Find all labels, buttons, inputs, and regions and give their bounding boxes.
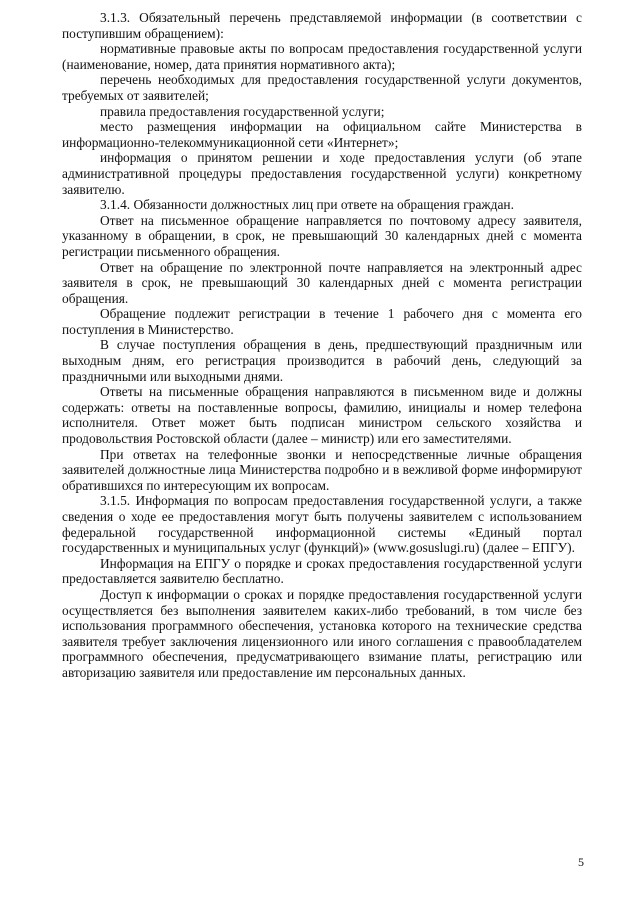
paragraph: правила предоставления государственной услуги; [100,103,385,119]
paragraph: 3.1.5. Информация по вопросам предоставления государственной услуги, а также сведения о ходе ее предоставления могут быть получены заявителем с использованием федеральной государственной информационной системы «Единый портал государственных и муниципальных услуг (функций)» (www.gosuslugi.ru) (далее – ЕПГУ). [62,493,582,556]
paragraph: Доступ к информации о сроках и порядке предоставления государственной услуги осуществляется без выполнения заявителем каких-либо требований, в том числе без использования программного обеспечения, установка которого на технические средства заявителя требует заключения лицензионного или иного соглашения с правообладателем программного обеспечения, предусматривающего взимание платы, регистрацию или авторизацию заявителя или предоставление им персональных данных. [62,586,582,680]
paragraph: нормативные правовые акты по вопросам предоставления государственной услуги (наименование, номер, дата принятия нормативного акта); [62,41,582,72]
paragraph: Ответ на обращение по электронной почте направляется на электронный адрес заявителя в срок, не превышающий 30 календарных дней с момента регистрации обращения. [62,259,582,306]
page-number: 5 [578,855,584,869]
document-body [62,10,582,681]
paragraph: 3.1.4. Обязанности должностных лиц при ответе на обращения граждан. [100,197,514,213]
paragraph: информация о принятом решении и ходе предоставления услуги (об этапе административной процедуры предоставления государственной услуги) конкретному заявителю. [62,150,582,197]
paragraph: В случае поступления обращения в день, предшествующий праздничным или выходным дням, его регистрация производится в рабочий день, следующий за праздничными или выходными днями. [62,337,582,384]
paragraph: При ответах на телефонные звонки и непосредственные личные обращения заявителей должностные лица Министерства подробно и в вежливой форме информируют обратившихся по интересующим их вопросам. [62,446,582,493]
paragraph: Ответ на письменное обращение направляется по почтовому адресу заявителя, указанному в обращении, в срок, не превышающий 30 календарных дней с момента регистрации письменного обращения. [62,212,582,259]
paragraph: место размещения информации на официальном сайте Министерства в информационно-телекоммуникационной сети «Интернет»; [62,119,582,150]
paragraph: Ответы на письменные обращения направляются в письменном виде и должны содержать: ответы на поставленные вопросы, фамилию, инициалы и номер телефона исполнителя. Ответ может быть подписан министром сельского хозяйства и продовольствия Ростовской области (далее – министр) или его заместителями. [62,384,582,447]
paragraph: перечень необходимых для предоставления государственной услуги документов, требуемых от заявителей; [62,72,582,103]
paragraph: Обращение подлежит регистрации в течение 1 рабочего дня с момента его поступления в Министерство. [62,306,582,337]
paragraph: Информация на ЕПГУ о порядке и сроках предоставления государственной услуги предоставляется заявителю бесплатно. [62,555,582,587]
paragraph: 3.1.3. Обязательный перечень представляемой информации (в соответствии с поступившим обращением): [62,10,582,41]
